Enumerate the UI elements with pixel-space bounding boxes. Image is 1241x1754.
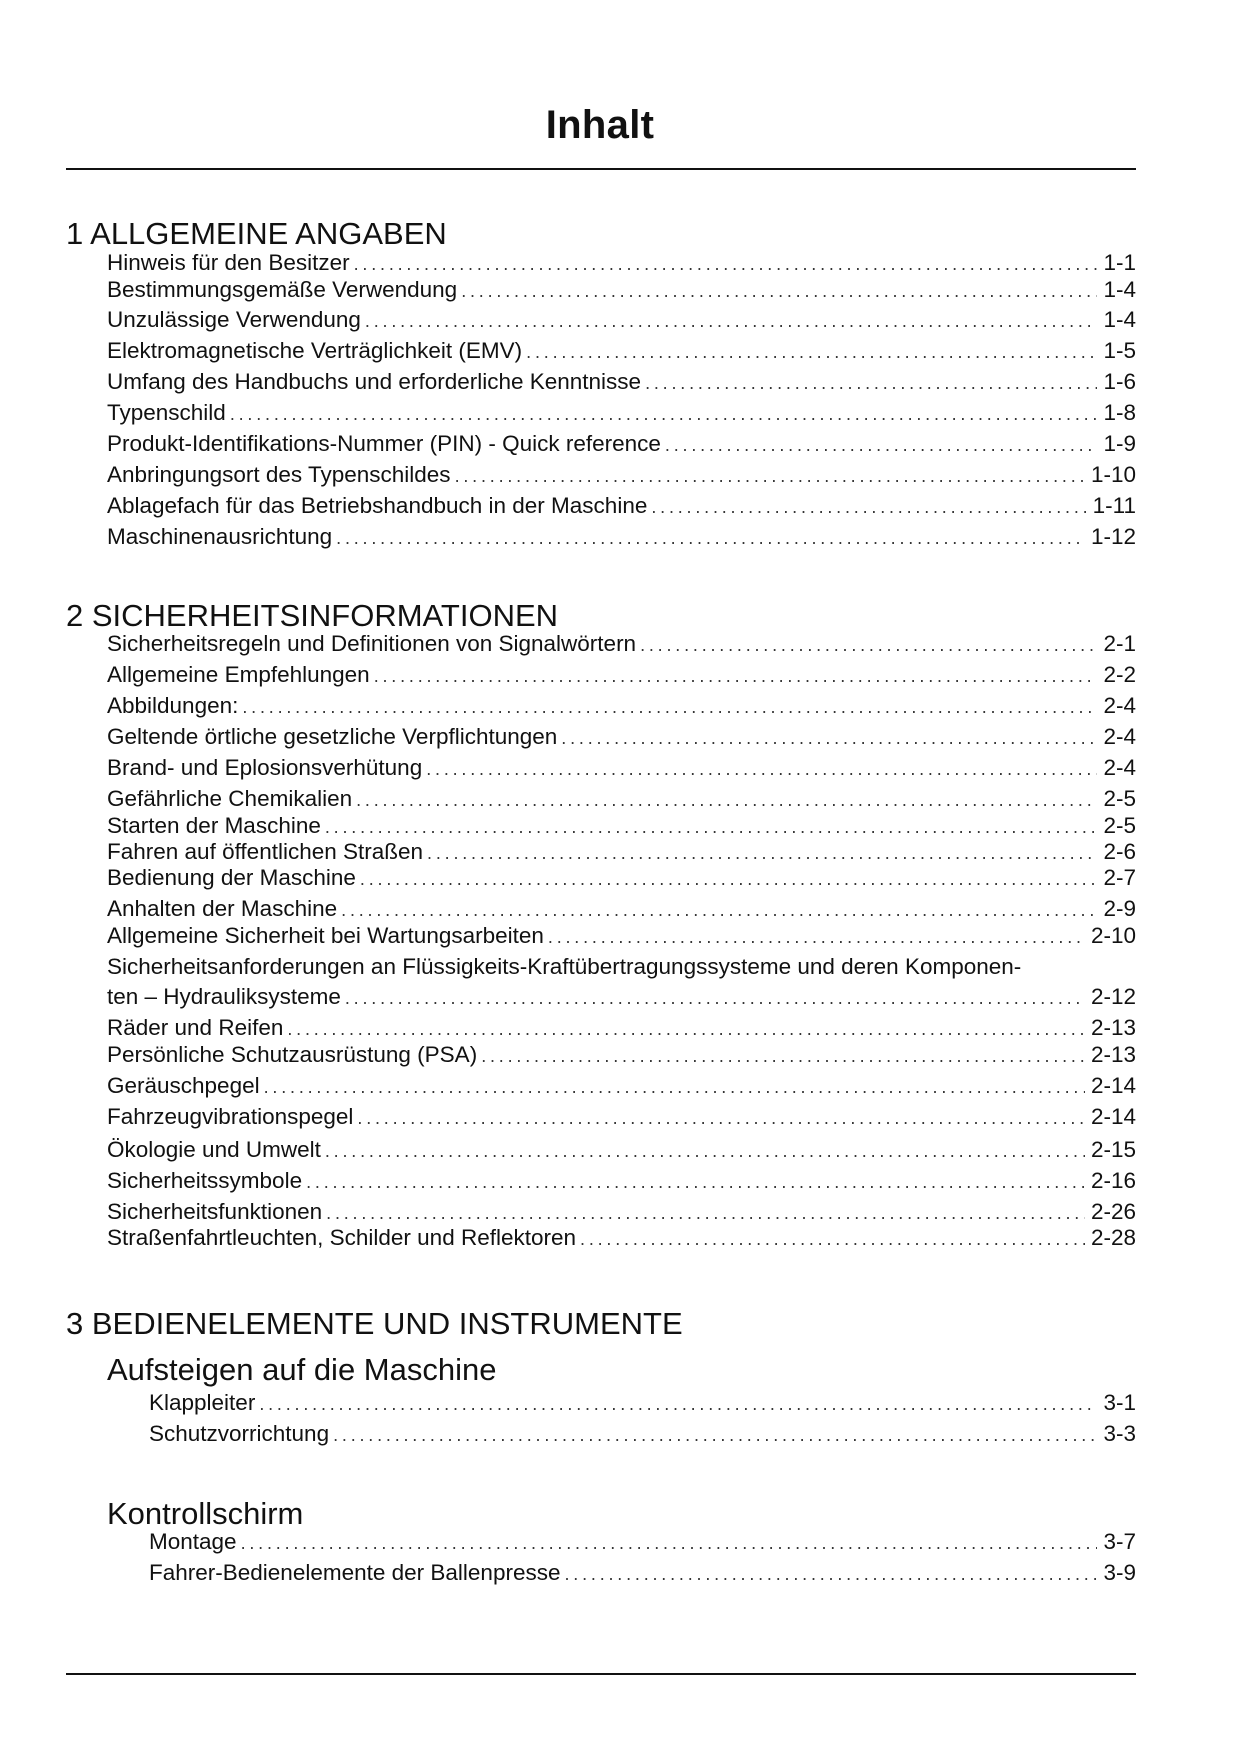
toc-entry-text: Anhalten der Maschine [107,896,338,921]
toc-entry[interactable] [107,838,1136,866]
toc-entry-text: Bestimmungsgemäße Verwendung [107,277,458,302]
toc-entry-text: Ökologie und Umwelt [107,1137,321,1162]
section-heading-1: 1 ALLGEMEINE ANGABEN [66,216,447,251]
toc-entry-text: Sicherheitsregeln und Definitionen von Signalwörtern [107,631,637,656]
toc-entry-page: 2-10 [1090,923,1136,948]
leader-dots [580,1225,1085,1253]
toc-entry-text: Persönliche Schutzausrüstung (PSA) [107,1042,478,1067]
leader-dots [341,896,1097,924]
toc-entry[interactable] [107,430,1136,458]
toc-entry[interactable] [107,1072,1136,1100]
toc-entry[interactable] [107,661,1136,689]
toc-entry[interactable] [107,368,1136,396]
bottom-divider [66,1673,1136,1675]
leader-dots [427,839,1097,867]
toc-entry-page: 2-2 [1103,662,1136,687]
toc-entry[interactable] [107,276,1136,304]
leader-dots [481,1042,1085,1070]
toc-entry-page: 2-4 [1103,693,1136,718]
toc-entry-page: 2-4 [1103,755,1136,780]
toc-entry[interactable] [107,306,1136,334]
toc-entry-text: Fahren auf öffentlichen Straßen [107,839,424,864]
toc-entry-page: 1-4 [1103,307,1136,332]
toc-entry[interactable] [107,1014,1136,1042]
toc-entry-text: Produkt-Identifikations-Nummer (PIN) - Quick reference [107,431,661,456]
toc-entry-page: 2-14 [1090,1073,1136,1098]
toc-entry[interactable] [107,754,1136,782]
toc-entry-page: 3-1 [1103,1390,1136,1415]
toc-entry[interactable] [107,785,1136,813]
toc-entry-text: Maschinenausrichtung [107,524,333,549]
leader-dots [461,277,1097,305]
toc-entry[interactable] [107,492,1136,520]
toc-entry-page: 2-26 [1090,1199,1136,1224]
toc-entry-page: 2-12 [1090,984,1136,1009]
toc-entry-page: 3-7 [1103,1529,1136,1554]
leader-dots [306,1168,1085,1196]
leader-dots [455,462,1085,490]
leader-dots [242,693,1097,721]
toc-entry-page: 2-16 [1090,1168,1136,1193]
toc-entry-text: Umfang des Handbuchs und erforderliche Kenntnisse [107,369,642,394]
toc-entry-text: Bedienung der Maschine [107,865,356,890]
toc-entry-page: 1-1 [1103,250,1136,275]
toc-entry-page: 3-9 [1103,1560,1136,1585]
toc-entry-page: 2-5 [1103,813,1136,838]
toc-entry-page: 2-9 [1103,896,1136,921]
toc-entry-text: Gefährliche Chemikalien [107,786,353,811]
toc-entry[interactable] [107,1136,1136,1164]
toc-entry-page: 2-14 [1090,1104,1136,1129]
toc-entry-text: Klappleiter [149,1390,256,1415]
toc-entry[interactable] [107,895,1136,923]
leader-dots [640,631,1097,659]
toc-entry-text: Allgemeine Empfehlungen [107,662,370,687]
toc-entry[interactable] [107,812,1136,840]
toc-entry[interactable] [107,399,1136,427]
toc-entry[interactable] [107,723,1136,751]
toc-entry[interactable] [107,1198,1136,1226]
leader-dots [264,1073,1085,1101]
leader-dots [360,865,1098,893]
toc-entry-text: Typenschild [107,400,226,425]
toc-entry-page: 2-1 [1103,631,1136,656]
toc-entry[interactable] [107,1167,1136,1195]
leader-dots [241,1529,1098,1557]
toc-entry-text: Straßenfahrtleuchten, Schilder und Reflektoren [107,1225,577,1250]
toc-entry[interactable] [107,692,1136,720]
toc-entry[interactable] [107,864,1136,892]
toc-entry[interactable] [149,1559,1136,1587]
toc-entry[interactable] [149,1389,1136,1417]
toc-entry-text: Geräuschpegel [107,1073,260,1098]
toc-entry-page: 1-5 [1103,338,1136,363]
leader-dots [326,1199,1085,1227]
toc-entry[interactable] [107,337,1136,365]
toc-entry-page: 2-13 [1090,1042,1136,1067]
toc-entry-text: Starten der Maschine [107,813,321,838]
toc-entry[interactable] [107,922,1136,950]
toc-entry-page: 2-28 [1090,1225,1136,1250]
leader-dots [333,1421,1097,1449]
toc-entry-page: 2-4 [1103,724,1136,749]
toc-entry-text: Ablagefach für das Betriebshandbuch in der Maschine [107,493,648,518]
toc-entry-text: Unzulässige Verwendung [107,307,361,332]
leader-dots [259,1390,1097,1418]
leader-dots [561,724,1097,752]
leader-dots [564,1560,1097,1588]
leader-dots [548,923,1085,951]
toc-entry-page: 1-4 [1103,277,1136,302]
toc-entry[interactable] [107,249,1136,277]
leader-dots [374,662,1098,690]
toc-entry[interactable] [107,523,1136,551]
subsection-heading: Kontrollschirm [107,1496,304,1531]
leader-dots [665,431,1098,459]
leader-dots [356,786,1097,814]
section-heading-2: 2 SICHERHEITSINFORMATIONEN [66,598,559,633]
toc-entry-wrapped-line[interactable]: Sicherheitsanforderungen an Flüssigkeits-Kraftübertragungssysteme und deren Komponen- [107,954,1022,979]
toc-entry-page: 1-6 [1103,369,1136,394]
toc-entry[interactable] [149,1420,1136,1448]
leader-dots [357,1104,1085,1132]
toc-entry-text: Geltende örtliche gesetzliche Verpflichtungen [107,724,558,749]
toc-entry-page: 2-15 [1090,1137,1136,1162]
leader-dots [325,813,1098,841]
toc-entry[interactable] [107,983,1136,1011]
toc-entry-text: Sicherheitssymbole [107,1168,303,1193]
toc-entry-text: Fahrzeugvibrationspegel [107,1104,354,1129]
toc-entry-page: 3-3 [1103,1421,1136,1446]
toc-entry[interactable] [149,1528,1136,1556]
toc-entry-text: Hinweis für den Besitzer [107,250,350,275]
toc-entry-page: 1-10 [1090,462,1136,487]
leader-dots [526,338,1097,366]
leader-dots [230,400,1098,428]
leader-dots [354,250,1098,278]
leader-dots [336,524,1085,552]
toc-entry-page: 1-9 [1103,431,1136,456]
toc-entry-text: Schutzvorrichtung [149,1421,330,1446]
top-divider [66,168,1136,170]
toc-entry-text: Abbildungen: [107,693,239,718]
toc-entry-page: 2-7 [1103,865,1136,890]
toc-entry-text: Sicherheitsfunktionen [107,1199,323,1224]
toc-entry-text: Allgemeine Sicherheit bei Wartungsarbeiten [107,923,544,948]
toc-entry-text: Elektromagnetische Verträglichkeit (EMV) [107,338,523,363]
toc-entry-page: 2-13 [1090,1015,1136,1040]
subsection-heading: Aufsteigen auf die Maschine [107,1352,497,1387]
leader-dots [426,755,1097,783]
toc-entry[interactable] [107,1041,1136,1069]
toc-entry-page: 1-11 [1092,493,1136,518]
toc-entry[interactable] [107,461,1136,489]
toc-entry[interactable] [107,630,1136,658]
leader-dots [651,493,1086,521]
page-title: Inhalt [545,103,655,147]
toc-entry-text: Fahrer-Bedienelemente der Ballenpresse [149,1560,561,1585]
toc-entry-page: 2-5 [1103,786,1136,811]
leader-dots [645,369,1097,397]
toc-entry-page: 1-12 [1090,524,1136,549]
toc-entry[interactable] [107,1224,1136,1252]
leader-dots [365,307,1098,335]
toc-entry-text: Brand- und Eplosionsverhütung [107,755,423,780]
toc-entry-text: ten – Hydrauliksysteme [107,984,341,1009]
toc-entry-page: 1-8 [1103,400,1136,425]
leader-dots [287,1015,1085,1043]
toc-entry-page: 2-6 [1103,839,1136,864]
section-heading-3: 3 BEDIENELEMENTE UND INSTRUMENTE [66,1306,683,1341]
toc-entry-text: Anbringungsort des Typenschildes [107,462,451,487]
toc-entry-text: Montage [149,1529,237,1554]
toc-entry[interactable] [107,1103,1136,1131]
leader-dots [345,984,1085,1012]
toc-entry-text: Räder und Reifen [107,1015,284,1040]
leader-dots [325,1137,1085,1165]
